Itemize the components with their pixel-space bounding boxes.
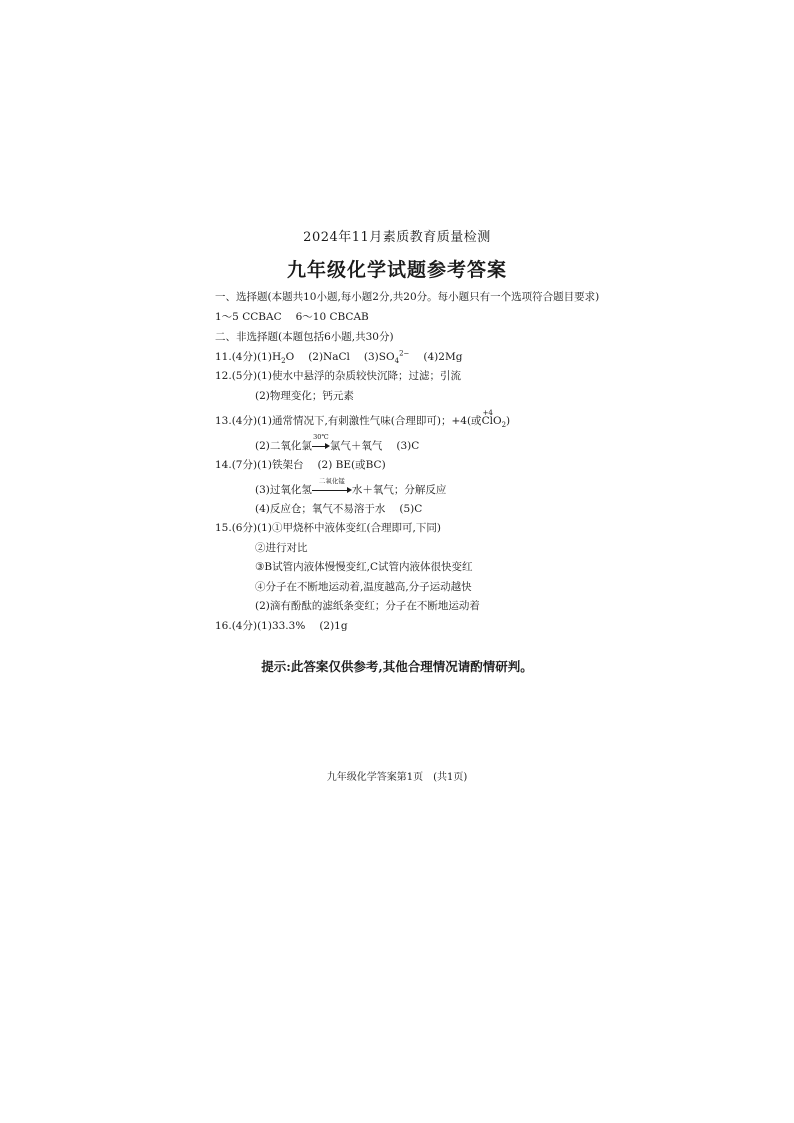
section-1-answers	[215, 310, 369, 324]
q11-part1-tail: O	[285, 351, 295, 363]
q11-so4-subscript: 4	[394, 357, 400, 366]
q11-so4-charge: 2−	[399, 349, 410, 358]
q14-part4: (4)反应仓；氧气不易溶于水	[255, 503, 386, 515]
exam-header: 2024年11月素质教育质量检测	[303, 230, 491, 245]
reaction-catalyst: 二氧化锰	[318, 477, 345, 485]
grading-tip: 提示:此答案仅供参考,其他合理情况请酌情研判。	[261, 659, 533, 674]
section-2-heading: 二、非选择题(本题包括6小题,共30分)	[215, 331, 394, 343]
q13-part3: (3)C	[396, 440, 420, 452]
question-12-line-2: (2)物理变化；钙元素	[255, 390, 354, 402]
q14-part1: 14.(7分)(1)铁架台	[215, 459, 304, 471]
question-12-line-1: 12.(5分)(1)使水中悬浮的杂质较快沉降；过滤；引流	[215, 370, 461, 382]
question-14-line-2	[255, 477, 447, 497]
reaction-condition: 30℃	[313, 433, 329, 441]
page-title: 九年级化学试题参考答案	[286, 259, 507, 281]
q11-part3: (3)SO	[363, 351, 395, 363]
question-15-line-3: ③B试管内液体慢慢变红,C试管内液体很快变红	[255, 561, 473, 573]
q13-products: 氯气＋氧气	[329, 440, 383, 452]
answers-1-5: 1～5 CCBAC	[215, 311, 282, 323]
arrow-icon	[312, 442, 330, 450]
q13-part1-text: 13.(4分)(1)通常情况下,有刺激性气味(合理即可)；+4(或	[215, 415, 482, 427]
q14-reactant: (3)过氧化氢	[255, 484, 312, 496]
question-15-line-1: 15.(6分)(1)①甲烧杯中液体变红(合理即可,下同)	[215, 522, 441, 534]
q13-clo2-subscript: 2	[501, 421, 507, 430]
q16-part2: (2)1g	[319, 620, 348, 632]
question-16	[215, 619, 348, 633]
question-15-line-4: ④分子在不断地运动着,温度越高,分子运动越快	[255, 581, 472, 593]
q11-part4: (4)2Mg	[423, 351, 463, 363]
q14-part2: (2) BE(或BC)	[317, 459, 386, 471]
q13-oxidation-mark: +4	[482, 409, 493, 417]
question-15-line-5: (2)滴有酚酞的滤纸条变红；分子在不断地运动着	[255, 600, 480, 612]
q14-part5: (5)C	[399, 503, 423, 515]
arrow-icon	[312, 486, 352, 494]
q11-part1: 11.(4分)(1)H	[215, 351, 282, 363]
question-15-line-2: ②进行对比	[255, 542, 308, 554]
section-1-heading: 一、选择题(本题共10小题,每小题2分,共20分。每小题只有一个选项符合题目要求)	[215, 291, 600, 303]
q16-part1: 16.(4分)(1)33.3%	[215, 620, 306, 632]
reaction-arrow-30c	[312, 433, 330, 453]
page-footer: 九年级化学答案第1页 (共1页)	[326, 772, 468, 783]
reaction-arrow-catalyst	[312, 477, 352, 497]
question-14-line-3	[255, 502, 422, 516]
question-13-line-2	[255, 433, 420, 453]
q13-close-paren: )	[506, 415, 511, 427]
answers-6-10: 6～10 CBCAB	[295, 311, 369, 323]
question-14-line-1	[215, 458, 386, 472]
q13-oxidation-element	[481, 409, 493, 428]
q13-reactant: (2)二氧化氯	[255, 440, 312, 452]
q13-cl: Cl	[481, 415, 493, 427]
q14-products: 水＋氧气；分解反应	[351, 484, 447, 496]
question-11	[215, 350, 462, 364]
q11-h2o-subscript: 2	[281, 357, 286, 366]
q11-part2: (2)NaCl	[308, 351, 350, 363]
q13-o: O	[492, 415, 502, 427]
question-13-line-1	[215, 409, 511, 430]
